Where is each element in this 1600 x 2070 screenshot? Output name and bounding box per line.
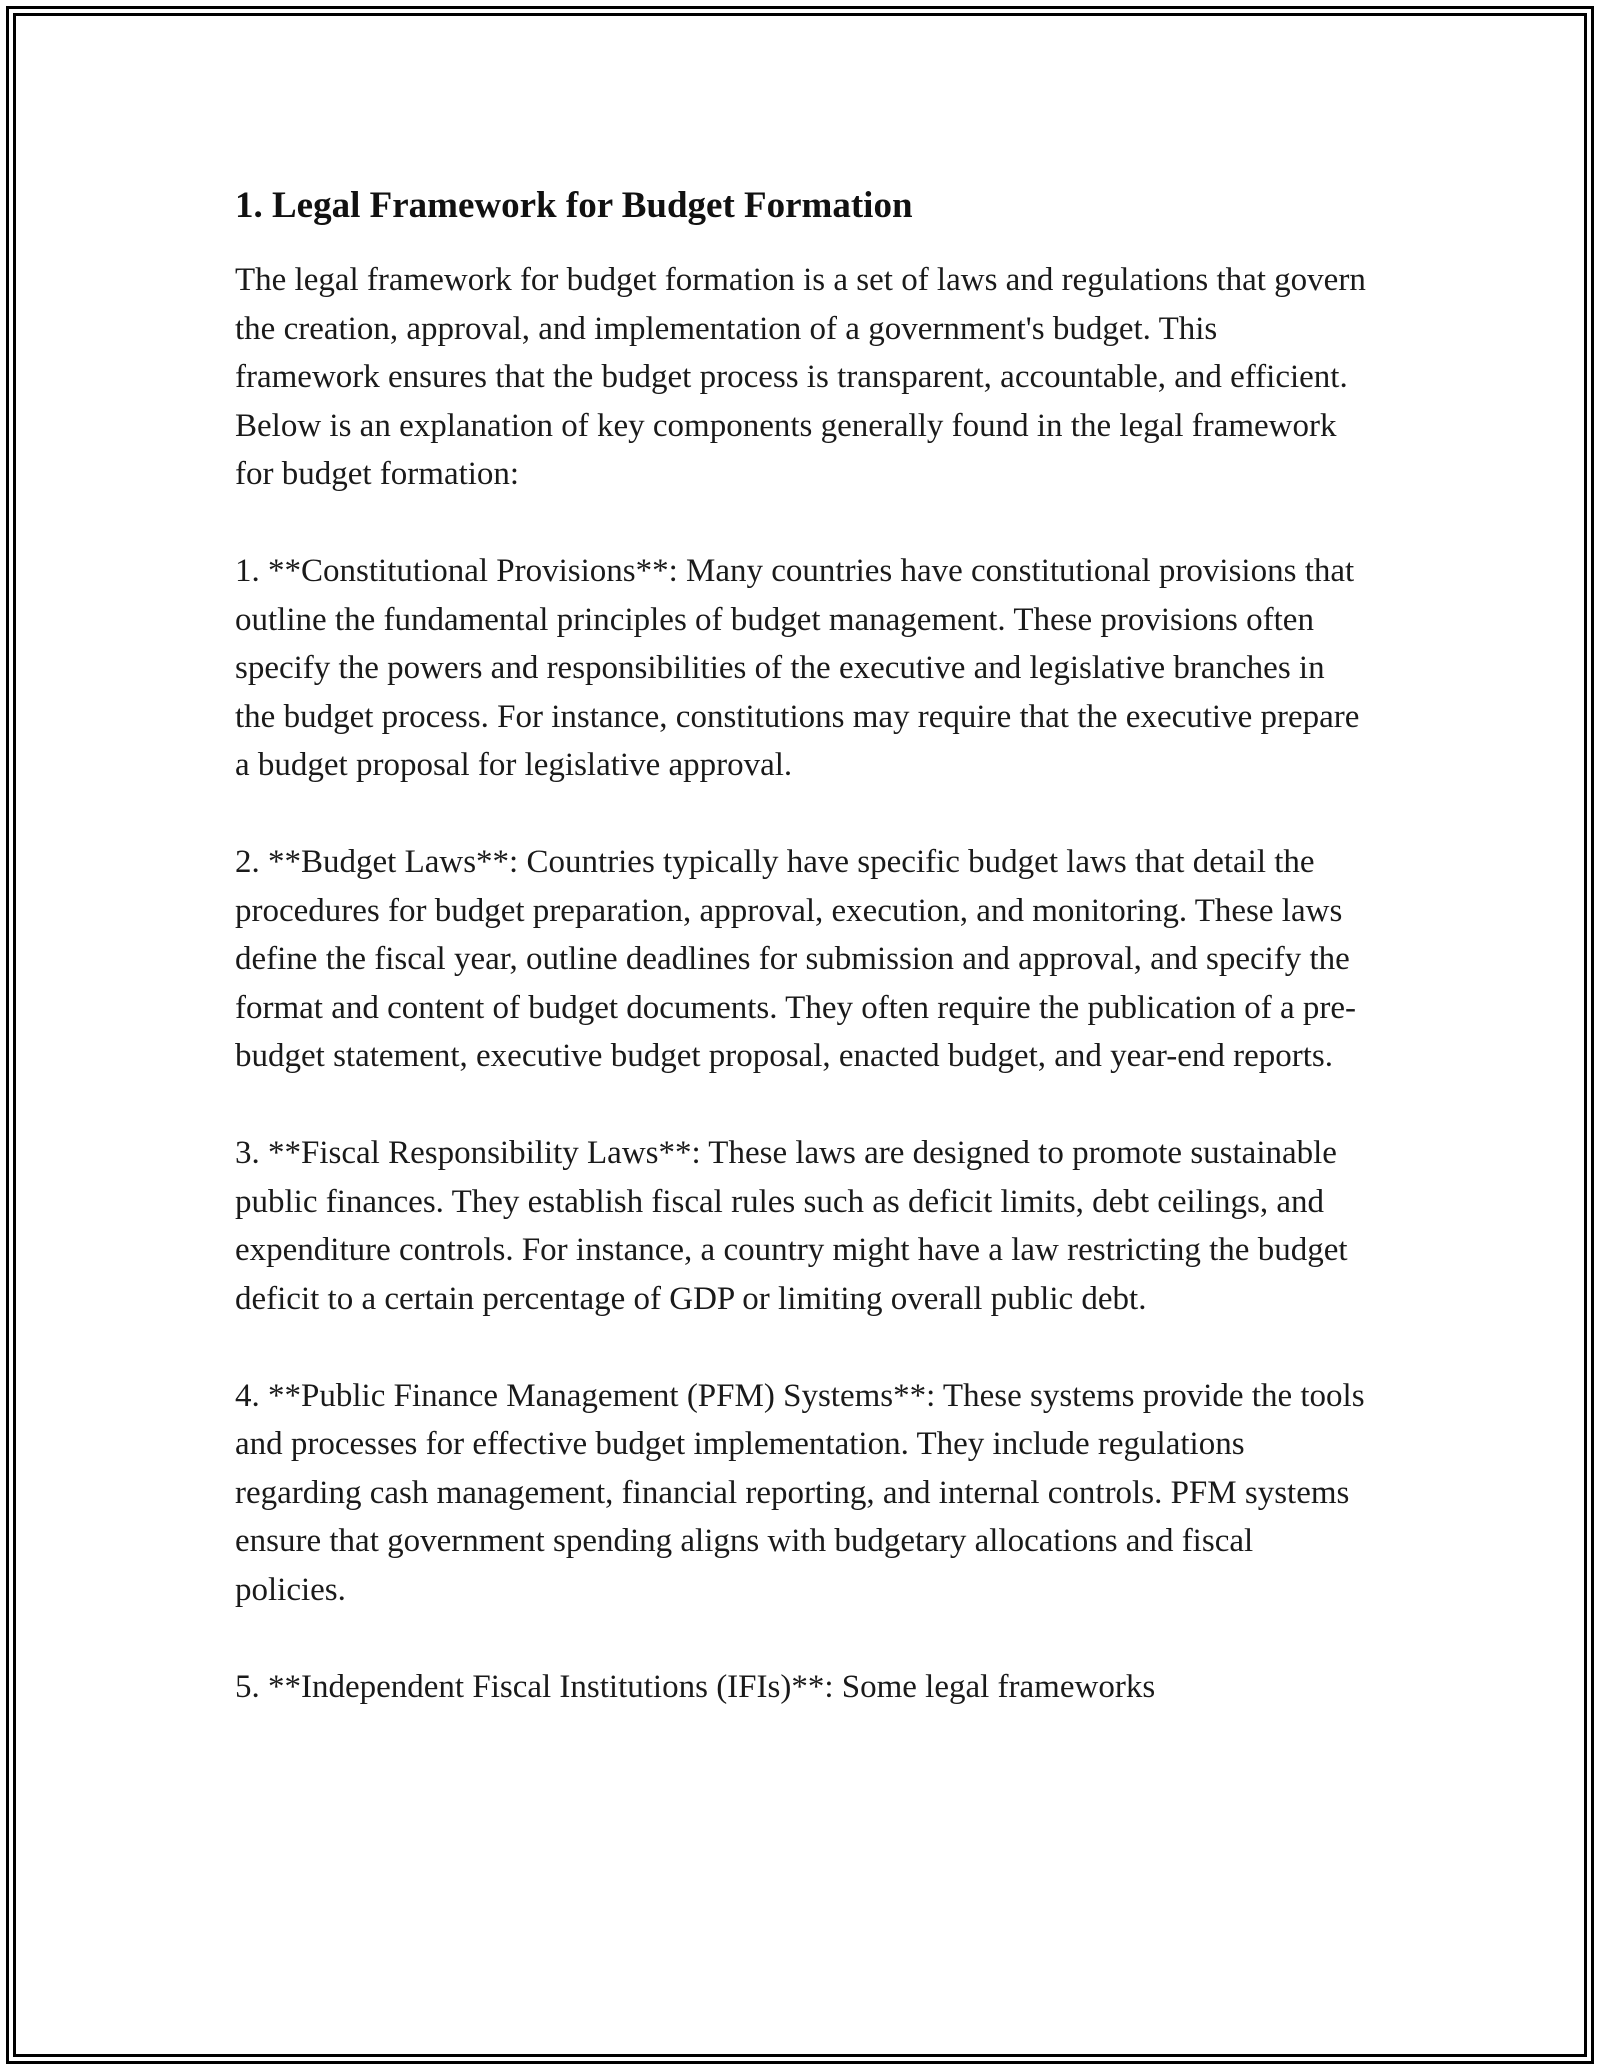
- intro-paragraph: The legal framework for budget formation is a set of laws and regulations that govern the creation, approval, and implementation of a government's budget. This framework ensures that the budget process is transparent, accountable, and efficient. Below is an explanation of key components generally found in the legal framework for budget formation:: [235, 262, 1366, 492]
- list-item-independent-fiscal-institutions: 5. **Independent Fiscal Institutions (IFIs)**: Some legal frameworks: [235, 1668, 1156, 1705]
- list-item-budget-laws: 2. **Budget Laws**: Countries typically have specific budget laws that detail the procedures for budget preparation, approval, execution, and monitoring. These laws define the fiscal year, outline deadlines for submission and approval, and specify the format and content of budget documents. They often require the publication of a pre-budget statement, executive budget proposal, enacted budget, and year-end reports.: [235, 844, 1357, 1074]
- document-body: [235, 182, 1370, 1711]
- list-item-pfm-systems: 4. **Public Finance Management (PFM) Systems**: These systems provide the tools and processes for effective budget implementation. They include regulations regarding cash management, financial reporting, and internal controls. PFM systems ensure that government spending aligns with budgetary allocations and fiscal policies.: [235, 1377, 1365, 1608]
- list-item-constitutional-provisions: 1. **Constitutional Provisions**: Many countries have constitutional provisions that outline the fundamental principles of budget management. These provisions often specify the powers and responsibilities of the executive and legislative branches in the budget process. For instance, constitutions may require that the executive prepare a budget proposal for legislative approval.: [235, 553, 1360, 783]
- list-item-fiscal-responsibility-laws: 3. **Fiscal Responsibility Laws**: These laws are designed to promote sustainable public finances. They establish fiscal rules such as deficit limits, debt ceilings, and expenditure controls. For instance, a country might have a law restricting the budget deficit to a certain percentage of GDP or limiting overall public debt.: [235, 1135, 1348, 1317]
- section-heading: 1. Legal Framework for Budget Formation: [235, 185, 913, 226]
